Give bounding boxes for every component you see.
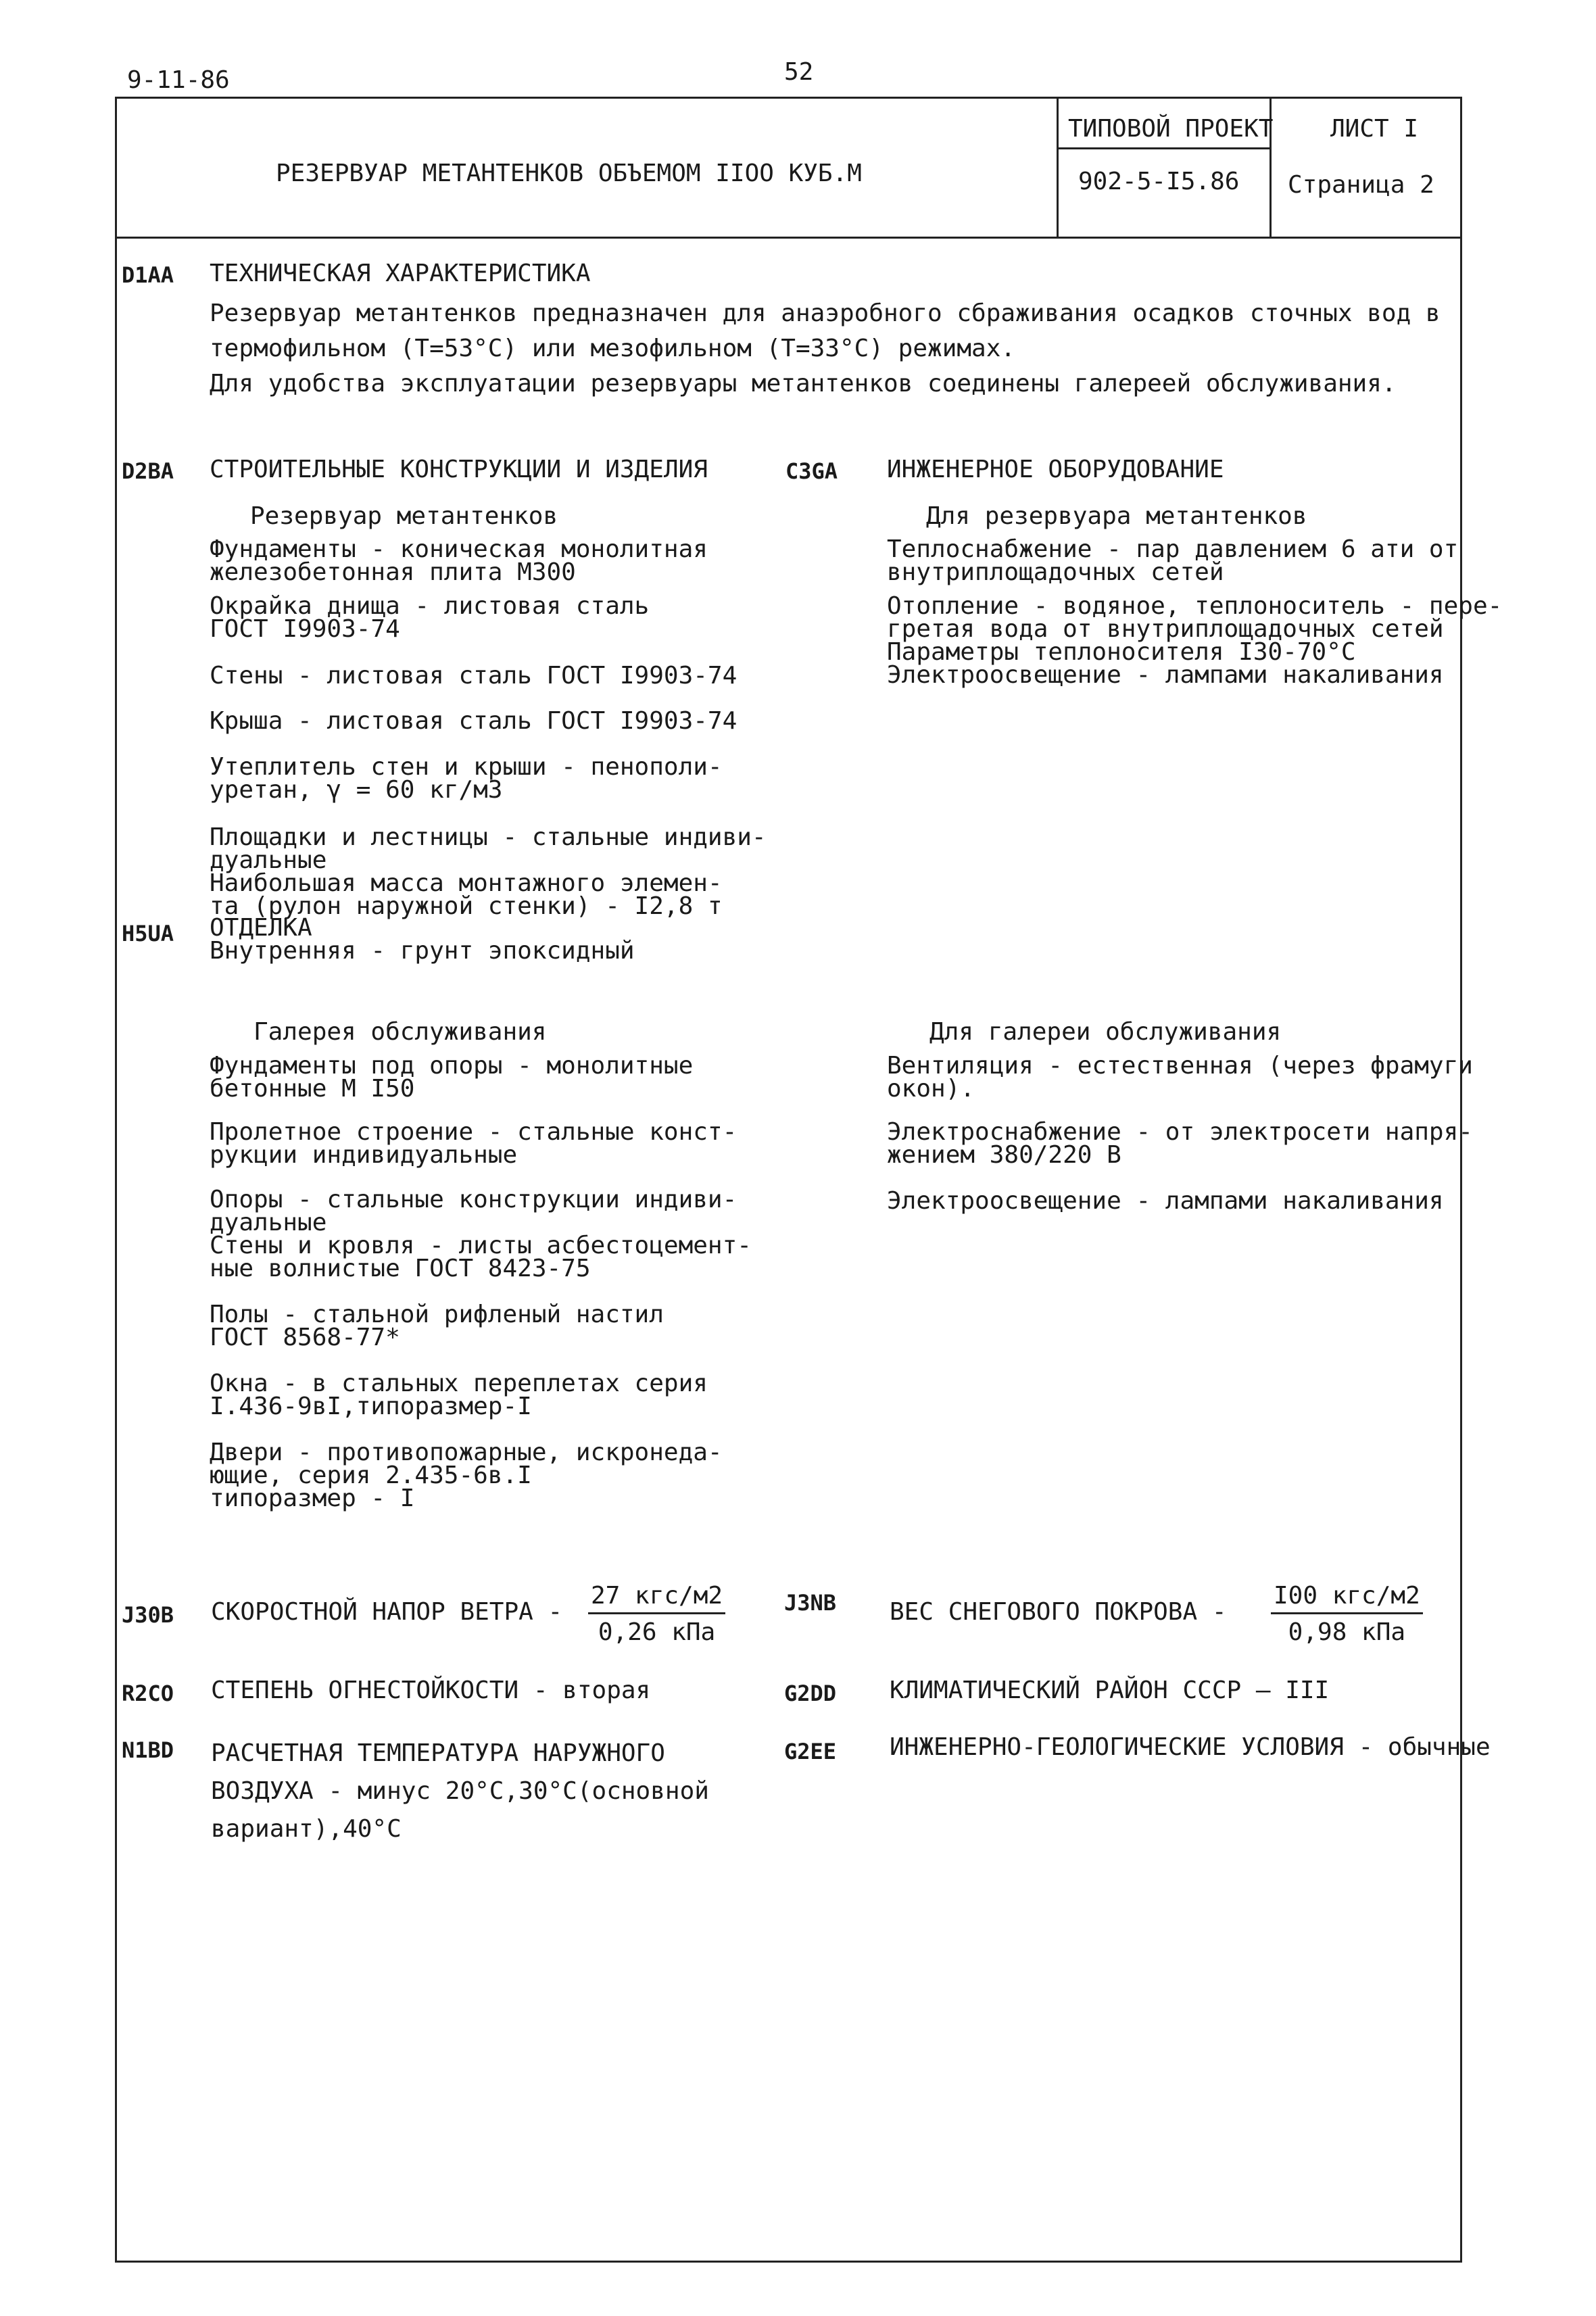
construction-gallery-subheading: Галерея обслуживания — [253, 1018, 547, 1046]
snow-label: ВЕС СНЕГОВОГО ПОКРОВА - — [890, 1598, 1227, 1626]
param-code-temp: N1BD — [122, 1737, 174, 1763]
construction-heading: СТРОИТЕЛЬНЫЕ КОНСТРУКЦИИ И ИЗДЕЛИЯ — [210, 456, 708, 483]
climate-region: КЛИМАТИЧЕСКИЙ РАЙОН СССР — III — [890, 1676, 1330, 1704]
construction-item: Фундаменты - коническая монолитная железобетонная плита М300 — [210, 535, 708, 586]
equipment-item: Отопление - водяное, теплоноситель - пере- гретая вода от внутриплощадочных сетей Параметры теплоносителя I30-70°С Электроосвещение - лампами накаливания — [887, 592, 1503, 689]
construction-item: Наибольшая масса монтажного элемен- та (рулон наружной стенки) - I2,8 т — [210, 869, 723, 920]
finish-line: Внутренняя - грунт эпоксидный — [210, 937, 635, 965]
gallery-construction-item: Опоры - стальные конструкции индиви- дуальные — [210, 1186, 737, 1236]
param-code-geo: G2EE — [784, 1739, 837, 1764]
finish-block — [210, 914, 635, 965]
wind-value-kpa: 0,26 кПа — [598, 1618, 716, 1646]
gallery-equipment-item: Вентиляция - естественная (через фрамуги окон). — [887, 1052, 1473, 1103]
page-number: 52 — [784, 58, 814, 86]
document-frame — [115, 97, 1462, 2263]
document-date: 9-11-86 — [127, 66, 230, 94]
tech-description — [210, 296, 1441, 402]
finish-heading: ОТДЕЛКА — [210, 914, 312, 942]
section-code-finish: H5UA — [122, 921, 174, 946]
title-block-divider — [115, 237, 1462, 239]
design-temperature: РАСЧЕТНАЯ ТЕМПЕРАТУРА НАРУЖНОГО ВОЗДУХА - минус 20°С,30°С(основной вариант),40°С — [211, 1739, 709, 1843]
tech-line: термофильном (Т=53°С) или мезофильном (Т=33°С) режимах. — [210, 335, 1016, 362]
wind-label: СКОРОСТНОЙ НАПОР ВЕТРА - — [211, 1598, 563, 1626]
snow-value-kgs: I00 кгс/м2 — [1271, 1582, 1423, 1614]
construction-item: Утеплитель стен и крыши - пенополи- уретан, γ = 60 кг/м3 — [210, 753, 723, 804]
section-code-tech: D1AA — [122, 262, 174, 288]
construction-item: Площадки и лестницы - стальные индиви- дуальные — [210, 823, 767, 874]
gallery-construction-item: Двери - противопожарные, искронеда- ющие, серия 2.435-6в.I типоразмер - I — [210, 1439, 723, 1512]
equipment-heading: ИНЖЕНЕРНОЕ ОБОРУДОВАНИЕ — [887, 456, 1224, 483]
sheet-label: ЛИСТ I — [1330, 115, 1419, 143]
construction-reservoir-subheading: Резервуар метантенков — [250, 502, 558, 530]
project-cell-divider — [1057, 147, 1269, 149]
equipment-gallery-subheading: Для галереи обслуживания — [929, 1018, 1282, 1046]
construction-item: Стены - листовая сталь ГОСТ I9903-74 — [210, 662, 737, 690]
param-code-fire: R2CO — [122, 1681, 174, 1706]
gallery-equipment-item: Электроосвещение - лампами накаливания — [887, 1187, 1444, 1215]
fire-resistance: СТЕПЕНЬ ОГНЕСТОЙКОСТИ - вторая — [211, 1676, 651, 1704]
gallery-construction-item: Пролетное строение - стальные конст- рукции индивидуальные — [210, 1118, 737, 1169]
equipment-reservoir-subheading: Для резервуара метантенков — [926, 502, 1307, 530]
project-number: 902-5-I5.86 — [1078, 168, 1240, 195]
snow-value-kpa: 0,98 кПа — [1288, 1618, 1406, 1646]
tech-line: Резервуар метантенков предназначен для анаэробного сбраживания осадков сточных вод в — [210, 299, 1441, 327]
title-block-separator-1 — [1057, 97, 1059, 237]
gallery-equipment-item: Электроснабжение - от электросети напря- жением 380/220 В — [887, 1118, 1473, 1169]
tech-line: Для удобства эксплуатации резервуары метантенков соединены галереей обслуживания. — [210, 370, 1397, 397]
wind-value-kgs: 27 кгс/м2 — [588, 1582, 725, 1614]
tech-heading: ТЕХНИЧЕСКАЯ ХАРАКТЕРИСТИКА — [210, 260, 591, 287]
geo-conditions: ИНЖЕНЕРНО-ГЕОЛОГИЧЕСКИЕ УСЛОВИЯ - обычные — [890, 1733, 1491, 1761]
param-code-climate: G2DD — [784, 1681, 837, 1706]
param-code-wind: J30B — [122, 1602, 174, 1628]
document-title: РЕЗЕРВУАР МЕТАНТЕНКОВ ОБЪЕМОМ IIOO КУБ.М — [276, 160, 862, 187]
wind-value — [588, 1582, 725, 1646]
gallery-construction-item: Полы - стальной рифленый настил ГОСТ 8568-77* — [210, 1301, 664, 1351]
gallery-construction-item: Окна - в стальных переплетах серия I.436-9вI,типоразмер-I — [210, 1370, 708, 1420]
construction-item: Окрайка днища - листовая сталь ГОСТ I9903-74 — [210, 592, 650, 643]
page-label: Страница 2 — [1288, 171, 1434, 199]
gallery-construction-item: Стены и кровля - листы асбестоцемент- ные волнистые ГОСТ 8423-75 — [210, 1232, 752, 1282]
equipment-item: Теплоснабжение - пар давлением 6 ати от внутриплощадочных сетей — [887, 535, 1459, 586]
section-code-construction: D2BA — [122, 458, 174, 484]
project-label: ТИПОВОЙ ПРОЕКТ — [1068, 115, 1274, 143]
snow-value — [1271, 1582, 1423, 1646]
gallery-construction-item: Фундаменты под опоры - монолитные бетонные М I50 — [210, 1052, 694, 1103]
param-code-snow: J3NB — [784, 1590, 837, 1616]
section-code-equipment: C3GA — [785, 458, 838, 484]
construction-item: Крыша - листовая сталь ГОСТ I9903-74 — [210, 707, 737, 735]
